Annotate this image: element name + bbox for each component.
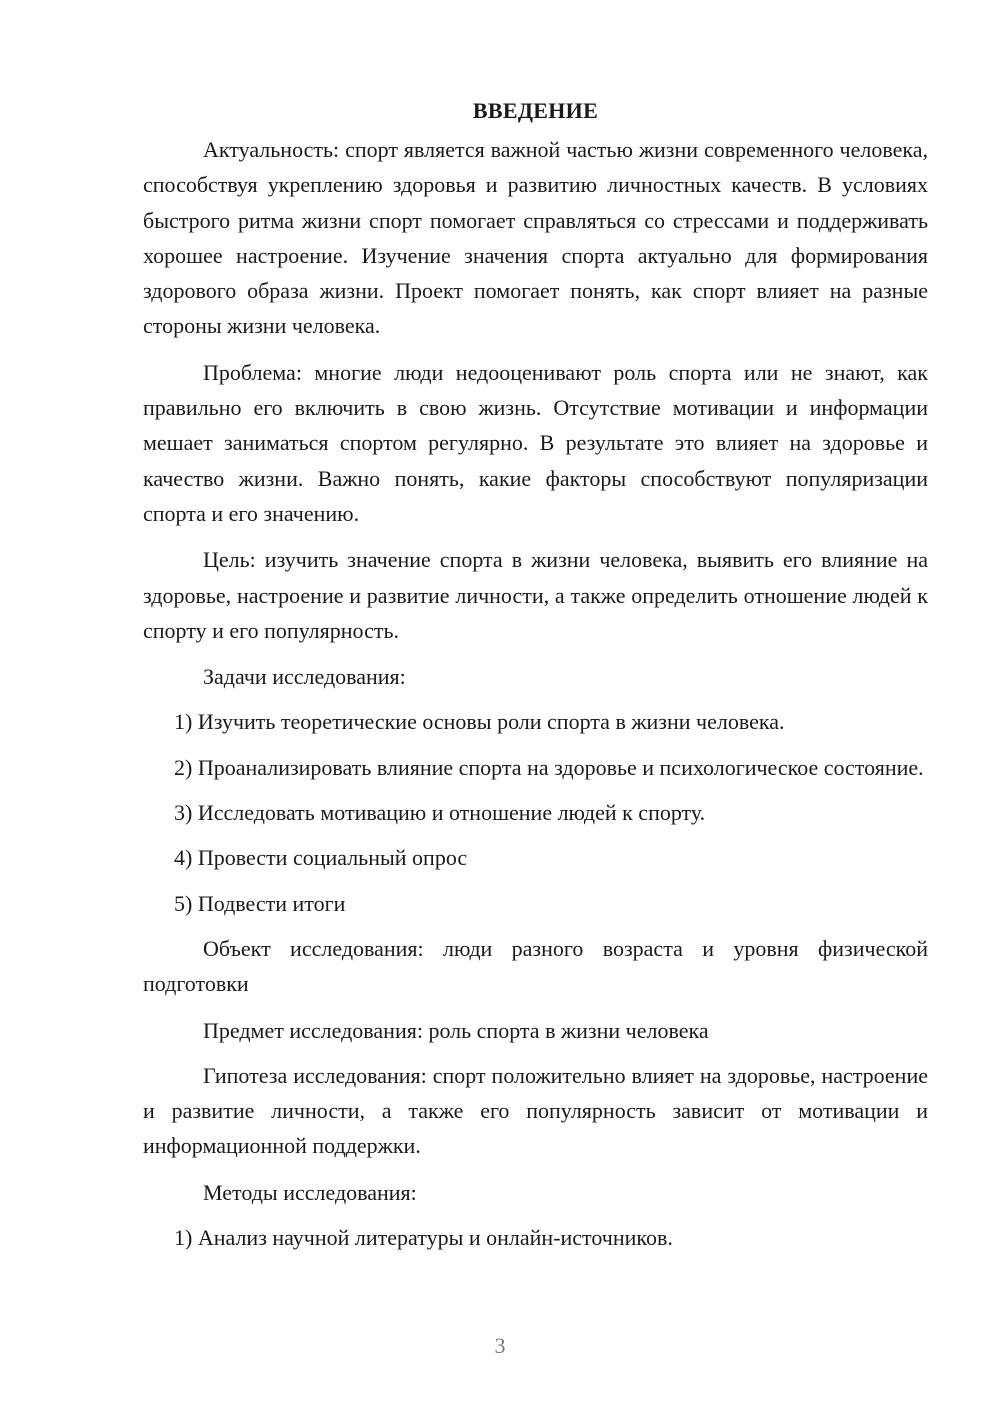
paragraph-subject: Предмет исследования: роль спорта в жизни человека [203,1017,709,1043]
paragraph-relevance: Актуальность: спорт является важной частью жизни современного человека, способствуя укреплению здоровья и развитию личностных качеств. В условиях быстрого ритма жизни спорт помогает справляться со стрессами и поддерживать хорошее настроение. Изучение значения спорта актуально для формирования здорового образа жизни. Проект помогает понять, как спорт влияет на разные стороны жизни человека. [143,137,928,339]
document-page [143,96,928,1265]
task-item-2: 2) Проанализировать влияние спорта на здоровье и психологическое состояние. [174,754,924,780]
task-item-3: 3) Исследовать мотивацию и отношение людей к спорту. [174,800,706,826]
task-item-4: 4) Провести социальный опрос [174,845,468,871]
method-item-1: 1) Анализ научной литературы и онлайн-источников. [174,1225,673,1251]
methods-heading: Методы исследования: [203,1179,417,1205]
paragraph-hypothesis: Гипотеза исследования: спорт положительно влияет на здоровье, настроение и развитие личности, а также его популярность зависит от мотивации и информационной поддержки. [143,1062,928,1159]
paragraph-object: Объект исследования: люди разного возраста и уровня физической подготовки [143,935,928,997]
paragraph-problem: Проблема: многие люди недооценивают роль спорта или не знают, как правильно его включить в свою жизнь. Отсутствие мотивации и информации мешает заниматься спортом регулярно. В результате это влияет на здоровье и качество жизни. Важно понять, какие факторы способствуют популяризации спорта и его значению. [143,359,928,526]
section-title: ВВЕДЕНИЕ [472,98,599,123]
task-item-5: 5) Подвести итоги [174,890,346,916]
tasks-heading: Задачи исследования: [203,664,406,690]
paragraph-goal: Цель: изучить значение спорта в жизни человека, выявить его влияние на здоровье, настроение и развитие личности, а также определить отношение людей к спорту и его популярность. [143,547,928,643]
page-number: 3 [494,1333,506,1358]
task-item-1: 1) Изучить теоретические основы роли спорта в жизни человека. [174,709,785,735]
